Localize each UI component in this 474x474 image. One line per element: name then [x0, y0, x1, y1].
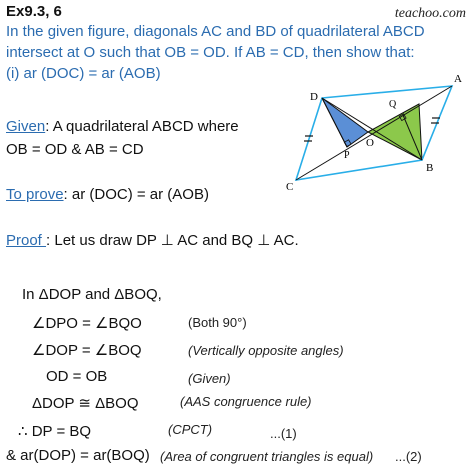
label-q: Q — [389, 99, 397, 110]
given-line-1 — [6, 118, 239, 135]
step-4-statement: ΔDOP ≅ ΔBOQ — [32, 395, 139, 412]
label-o: O — [366, 137, 374, 149]
proof-text: : Let us draw DP ⊥ AC and BQ ⊥ AC. — [46, 232, 299, 249]
step-3-statement: OD = OB — [46, 368, 108, 385]
label-b: B — [426, 162, 434, 174]
to-prove-label: To prove — [6, 186, 64, 203]
question-line-2: intersect at O such that OB = OD. If AB = CD, then show that: — [6, 44, 415, 61]
steps-intro: In ΔDOP and ΔBOQ, — [22, 286, 162, 303]
proof-label: Proof — [6, 232, 47, 249]
area-statement: & ar(DOP) = ar(BOQ) — [6, 447, 150, 464]
area-equation-number: ...(2) — [395, 449, 422, 464]
proof-line — [6, 231, 299, 249]
label-a: A — [454, 73, 462, 85]
to-prove-line — [6, 186, 209, 203]
area-reason: (Area of congruent triangles is equal) — [160, 449, 374, 464]
question-line-1: In the given figure, diagonals AC and BD of quadrilateral ABCD — [6, 23, 425, 40]
cpct-reason: (CPCT) — [168, 422, 213, 437]
step-2-statement: ∠DOP = ∠BOQ — [32, 342, 142, 359]
brand-watermark: teachoo.com — [394, 6, 466, 21]
label-c: C — [286, 181, 294, 193]
exercise-title: Ex9.3, 6 — [6, 3, 62, 20]
step-1-reason: (Both 90°) — [188, 315, 247, 330]
step-1-statement: ∠DPO = ∠BQO — [32, 315, 142, 332]
given-line-2: OB = OD & AB = CD — [6, 141, 144, 158]
cpct-equation-number: ...(1) — [270, 426, 297, 441]
label-p: P — [344, 150, 350, 161]
step-4-reason: (AAS congruence rule) — [180, 394, 312, 409]
label-d: D — [310, 91, 318, 103]
cpct-statement: ∴ DP = BQ — [18, 423, 92, 440]
question-line-3: (i) ar (DOC) = ar (AOB) — [6, 65, 161, 82]
given-text-1: : A quadrilateral ABCD where — [45, 118, 239, 135]
step-2-reason: (Vertically opposite angles) — [188, 343, 344, 358]
quadrilateral-figure — [282, 70, 472, 200]
given-label: Given — [6, 118, 46, 135]
to-prove-text: : ar (DOC) = ar (AOB) — [63, 186, 209, 203]
step-3-reason: (Given) — [188, 371, 231, 386]
